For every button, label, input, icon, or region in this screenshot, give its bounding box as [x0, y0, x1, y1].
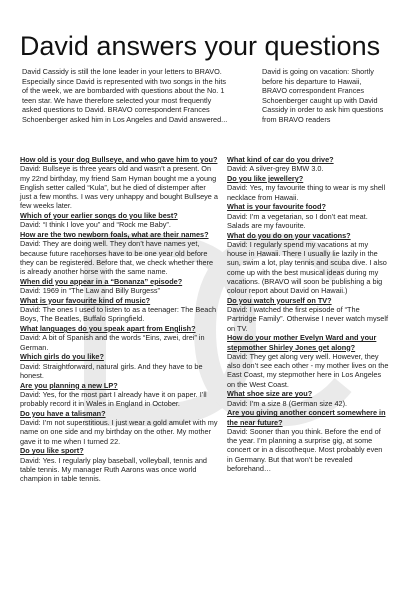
- answer: David: 1969 in “The Law and Billy Burgess”: [20, 286, 160, 295]
- answer: David: “I think I love you” and “Rock me Baby”.: [20, 220, 171, 230]
- answer: David: Straightforward, natural girls. And they have to be honest.: [20, 361, 203, 380]
- question: Which girls do you like?: [20, 352, 104, 362]
- qa-item: [20, 277, 218, 296]
- qa-item: [227, 333, 389, 389]
- answer: David: I’m a size 8 (German size 42).: [227, 398, 348, 408]
- question: How do your mother Evelyn Ward and your stepmother Shirley Jones get along?: [227, 333, 377, 352]
- page-title: David answers your questions: [19, 31, 381, 61]
- qa-item: [227, 155, 389, 174]
- question: What kind of car do you drive?: [227, 155, 334, 164]
- answer: David: They are doing well. They don’t have names yet, because future racehorses have to be one year old before they can be registered. Before that, we check whether there is already another horse with the same name.: [20, 239, 214, 276]
- question: When did you appear in a “Bonanza” episode?: [20, 276, 183, 286]
- answer: David: The ones I used to listen to as a teenager: The Beach Boys, The Beatles, Buffalo Springfield.: [20, 305, 217, 324]
- question: Do you like jewellery?: [227, 174, 304, 183]
- qa-item: [20, 409, 218, 446]
- answer: David: Sooner than you think. Before the end of the year. I’m planning a surprise gig, at some concert or in a discotheque. Most probably even in Germany. But that won’t be revealed beforehand…: [227, 426, 383, 473]
- qa-item: [227, 202, 389, 230]
- qa-item: [20, 211, 218, 230]
- answer: David: Yes. I regularly play baseball, volleyball, tennis and table tennis. My manager Ruth Aarons was once world champion in table tennis.: [20, 455, 207, 483]
- qa-item: [20, 446, 218, 483]
- question: What do you do on your vacations?: [227, 230, 351, 240]
- answer: David: Yes, for the most part I already have it on paper. I’ll probably record it in Wales in England in October.: [20, 389, 207, 408]
- intro-paragraph-right: David is going on vacation: Shortly before his departure to Hawaii, BRAVO correspondent Frances Schoenberger caught up with David Cassidy in order to ask him questions from BRAVO readers: [262, 67, 384, 124]
- question: Do you like sport?: [20, 446, 84, 456]
- question: What languages do you speak apart from English?: [20, 324, 196, 333]
- question: How are the two newborn foals, what are their names?: [20, 230, 209, 239]
- answer: David: I regularly spend my vacations at my house in Hawaii. There I usually lie lazily in the sun, swim a lot, play tennis and scuba dive. I also come up with the best musical ideas during my vacations. (BRAVO will soon be publishing a big colour report about David on Hawaii.): [227, 239, 387, 295]
- qa-item: [20, 352, 218, 380]
- intro-paragraph-left: David Cassidy is still the lone leader in your letters to BRAVO. Especially since David is represented with two songs in the hits of the week, we are bombarded with questions about the No. 1 teen star. We have therefore selected your most frequently asked questions to David. BRAVO correspondent Frances Schoenberger asked him in Los Angeles and David answered...: [22, 67, 228, 124]
- answer: David: A silver-grey BMW 3.0.: [227, 164, 324, 174]
- answer: David: Yes, my favourite thing to wear is my shell necklace from Hawaii.: [227, 183, 386, 202]
- question: What shoe size are you?: [227, 389, 313, 399]
- question: Are you planning a new LP?: [20, 380, 118, 390]
- answer: David: Bullseye is three years old and wasn’t a present. On my 22nd birthday, my friend Sam Hyman bought me a young English setter called “Kula”, but he died of distemper after just a few months. I was very unhappy and bought Bullseye a few weeks later.: [20, 164, 218, 211]
- right-column: [227, 155, 389, 474]
- question: How old is your dog Bullseye, and who gave him to you?: [20, 155, 218, 164]
- question: Do you watch yourself on TV?: [227, 295, 332, 305]
- qa-item: [20, 155, 218, 211]
- question: What is your favourite food?: [227, 202, 326, 212]
- left-column: [20, 155, 218, 484]
- qa-item: [227, 174, 389, 202]
- answer: David: I’m not superstitious. I just wear a gold amulet with my name on one side and my birthday on the other. My mother gave it to me when I turned 22.: [20, 418, 218, 446]
- qa-item: [227, 408, 389, 473]
- answer: David: A bit of Spanish and the words “Eins, zwei, drei” in German.: [20, 333, 205, 352]
- question: Do you have a talisman?: [20, 408, 106, 418]
- qa-item: [20, 296, 218, 324]
- answer: David: They get along very well. However, they also don’t see each other - my mother lives on the East Coast, my stepmother here in Los Angeles on the West Coast.: [227, 351, 389, 389]
- qa-item: [227, 389, 389, 408]
- answer: David: I watched the first episode of “The Partridge Family”. Otherwise I never watch myself on TV.: [227, 305, 388, 333]
- answer: David: I’m a vegetarian, so I don’t eat meat. Salads are my favourite.: [227, 211, 368, 230]
- question: Which of your earlier songs do you like best?: [20, 211, 178, 220]
- qa-item: [227, 231, 389, 296]
- question: What is your favourite kind of music?: [20, 295, 151, 305]
- qa-item: [227, 296, 389, 333]
- question: Are you giving another concert somewhere in the near future?: [227, 408, 386, 427]
- qa-item: [20, 381, 218, 409]
- qa-item: [20, 230, 218, 276]
- qa-item: [20, 324, 218, 352]
